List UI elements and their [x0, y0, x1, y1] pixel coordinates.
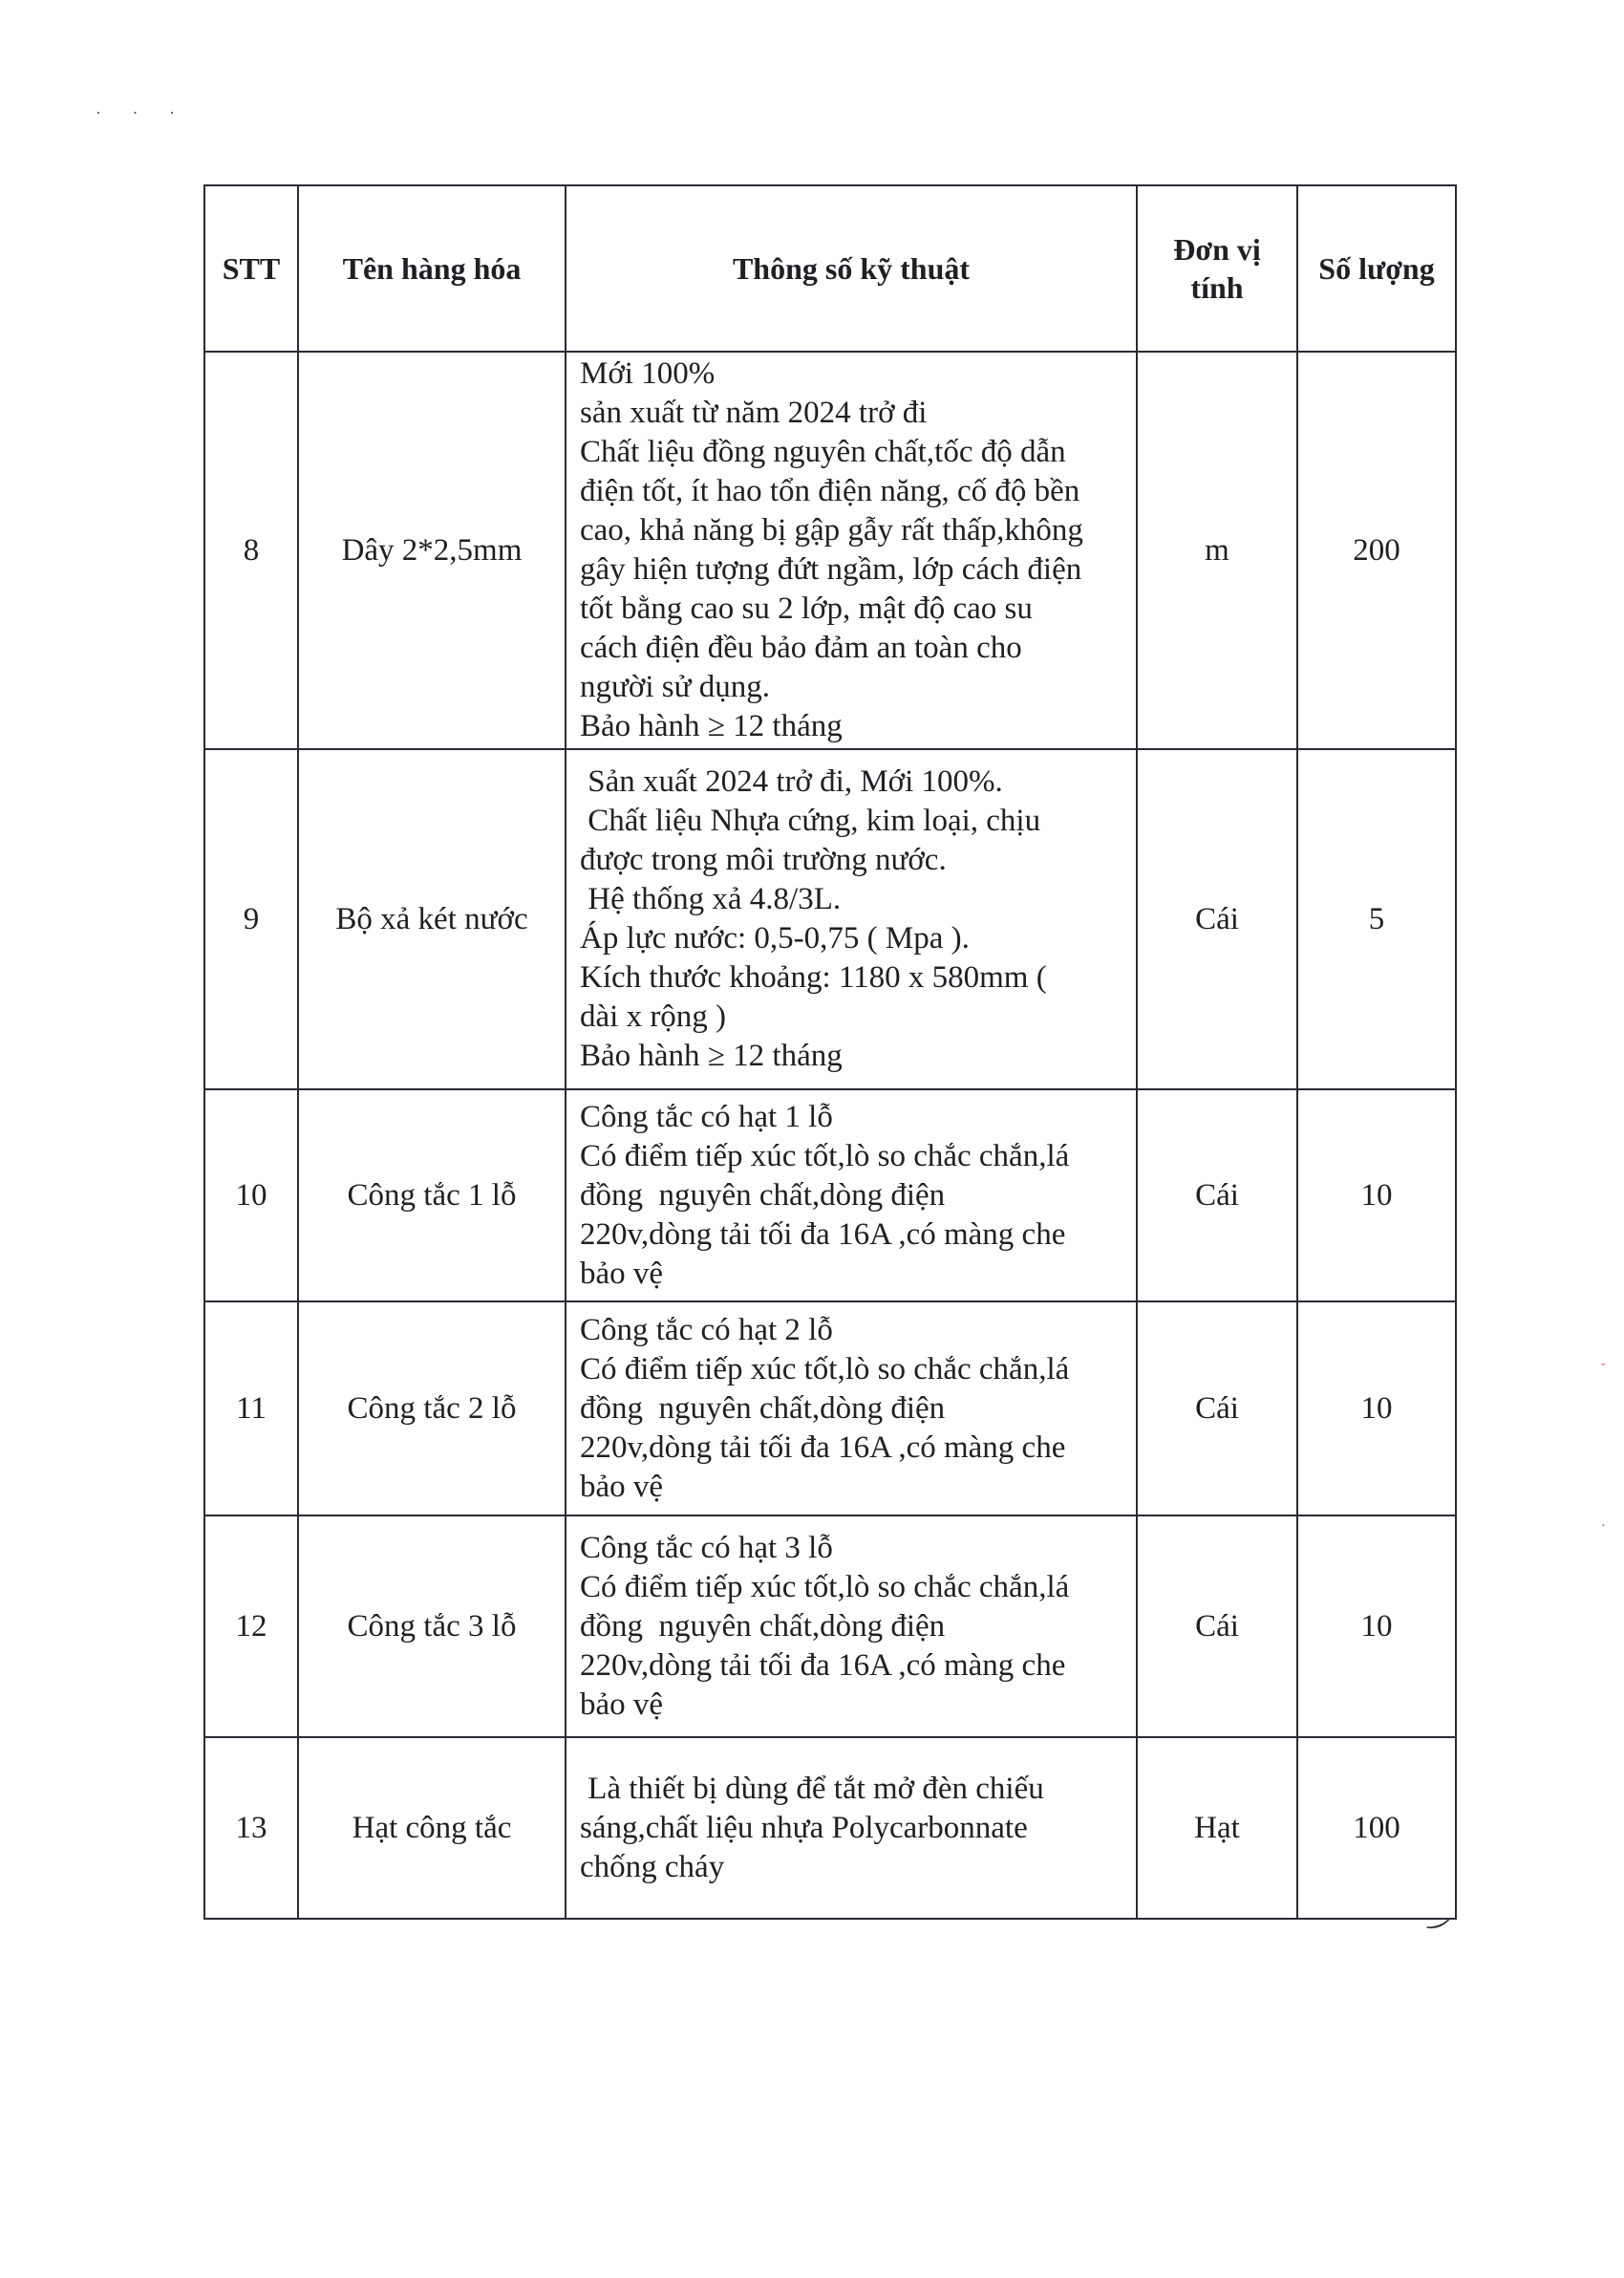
row-stt: 13: [204, 1737, 298, 1919]
row-stt: 9: [204, 749, 298, 1089]
row-quantity: 10: [1297, 1301, 1456, 1515]
spec-line: sản xuất từ năm 2024 trở đi: [580, 396, 928, 430]
row-unit: Hạt: [1137, 1737, 1297, 1919]
table-row: [204, 352, 1456, 749]
row-spec: [566, 352, 1137, 749]
row-stt: 12: [204, 1515, 298, 1737]
spec-line: bảo vệ: [580, 1687, 664, 1722]
spec-line: 220v,dòng tải tối đa 16A ,có màng che: [580, 1647, 1066, 1683]
spec-line: tốt bằng cao su 2 lớp, mật độ cao su: [580, 591, 1033, 626]
table-row: [204, 1089, 1456, 1301]
spec-line: Công tắc có hạt 2 lỗ: [580, 1312, 833, 1347]
row-quantity: 100: [1297, 1737, 1456, 1919]
spec-line: được trong môi trường nước.: [580, 843, 947, 877]
spec-line: Bảo hành ≥ 12 tháng: [580, 1039, 843, 1073]
goods-spec-table: [203, 184, 1457, 1920]
row-stt: 8: [204, 352, 298, 749]
row-quantity: 10: [1297, 1089, 1456, 1301]
header-unit: Đơn vị tính: [1137, 185, 1297, 352]
row-spec: [566, 1301, 1137, 1515]
spec-line: Bảo hành ≥ 12 tháng: [580, 709, 843, 743]
row-unit: m: [1137, 352, 1297, 749]
row-item-name: Bộ xả két nước: [298, 749, 566, 1089]
row-stt: 10: [204, 1089, 298, 1301]
spec-line: đồng nguyên chất,dòng điện: [580, 1177, 946, 1213]
header-spec: Thông số kỹ thuật: [566, 185, 1137, 352]
row-item-name: Công tắc 3 lỗ: [298, 1515, 566, 1737]
spec-line: 220v,dòng tải tối đa 16A ,có màng che: [580, 1216, 1066, 1252]
header-qty: Số lượng: [1297, 185, 1456, 352]
spec-line: Mới 100%: [580, 356, 716, 391]
spec-line: Có điểm tiếp xúc tốt,lò so chắc chắn,lá: [580, 1351, 1070, 1386]
row-item-name: Công tắc 1 lỗ: [298, 1089, 566, 1301]
spec-line: điện tốt, ít hao tổn điện năng, cố độ bền: [580, 474, 1080, 508]
pen-mark: ‿: [1419, 1896, 1450, 1931]
spec-line: Có điểm tiếp xúc tốt,lò so chắc chắn,lá: [580, 1138, 1070, 1173]
row-unit: Cái: [1137, 749, 1297, 1089]
spec-line: đồng nguyên chất,dòng điện: [580, 1608, 946, 1644]
table-row: [204, 1301, 1456, 1515]
spec-line: Công tắc có hạt 1 lỗ: [580, 1099, 833, 1134]
spec-line: Hệ thống xả 4.8/3L.: [580, 882, 842, 916]
table-row: [204, 749, 1456, 1089]
spec-line: Công tắc có hạt 3 lỗ: [580, 1530, 833, 1565]
spec-line: Sản xuất 2024 trở đi, Mới 100%.: [580, 764, 1003, 799]
spec-line: chống cháy: [580, 1849, 725, 1884]
row-item-name: Hạt công tắc: [298, 1737, 566, 1919]
edge-mark: -: [1601, 1357, 1606, 1371]
spec-line: cao, khả năng bị gập gẫy rất thấp,không: [580, 513, 1083, 548]
row-unit: Cái: [1137, 1515, 1297, 1737]
spec-line: Kích thước khoảng: 1180 x 580mm (: [580, 960, 1047, 995]
spec-line: người sử dụng.: [580, 670, 770, 704]
spec-line: Chất liệu đồng nguyên chất,tốc độ dẫn: [580, 435, 1066, 469]
row-item-name: Dây 2*2,5mm: [298, 352, 566, 749]
table-header-row: [204, 185, 1456, 352]
row-spec: [566, 749, 1137, 1089]
row-quantity: 200: [1297, 352, 1456, 749]
spec-line: Chất liệu Nhựa cứng, kim loại, chịu: [580, 804, 1041, 838]
header-stt: STT: [204, 185, 298, 352]
row-quantity: 5: [1297, 749, 1456, 1089]
spec-line: gây hiện tượng đứt ngầm, lớp cách điện: [580, 552, 1082, 587]
row-item-name: Công tắc 2 lỗ: [298, 1301, 566, 1515]
spec-line: cách điện đều bảo đảm an toàn cho: [580, 631, 1022, 665]
row-unit: Cái: [1137, 1301, 1297, 1515]
row-spec: [566, 1515, 1137, 1737]
row-spec: [566, 1737, 1137, 1919]
spec-line: 220v,dòng tải tối đa 16A ,có màng che: [580, 1429, 1066, 1465]
spec-line: Áp lực nước: 0,5-0,75 ( Mpa ).: [580, 921, 970, 956]
header-name: Tên hàng hóa: [298, 185, 566, 352]
row-stt: 11: [204, 1301, 298, 1515]
spec-line: bảo vệ: [580, 1256, 664, 1291]
spec-line: dài x rộng ): [580, 999, 727, 1034]
row-spec: [566, 1089, 1137, 1301]
row-quantity: 10: [1297, 1515, 1456, 1737]
spec-line: Có điểm tiếp xúc tốt,lò so chắc chắn,lá: [580, 1569, 1070, 1604]
spec-line: Là thiết bị dùng để tắt mở đèn chiếu: [580, 1771, 1044, 1806]
table-row: [204, 1737, 1456, 1919]
table-row: [204, 1515, 1456, 1737]
scan-specks: · · ·: [96, 103, 188, 122]
spec-line: sáng,chất liệu nhựa Polycarbonnate: [580, 1810, 1028, 1845]
spec-line: đồng nguyên chất,dòng điện: [580, 1390, 946, 1426]
row-unit: Cái: [1137, 1089, 1297, 1301]
table-body: [204, 352, 1456, 1919]
spec-line: bảo vệ: [580, 1469, 664, 1504]
edge-mark: ·: [1601, 1519, 1606, 1534]
